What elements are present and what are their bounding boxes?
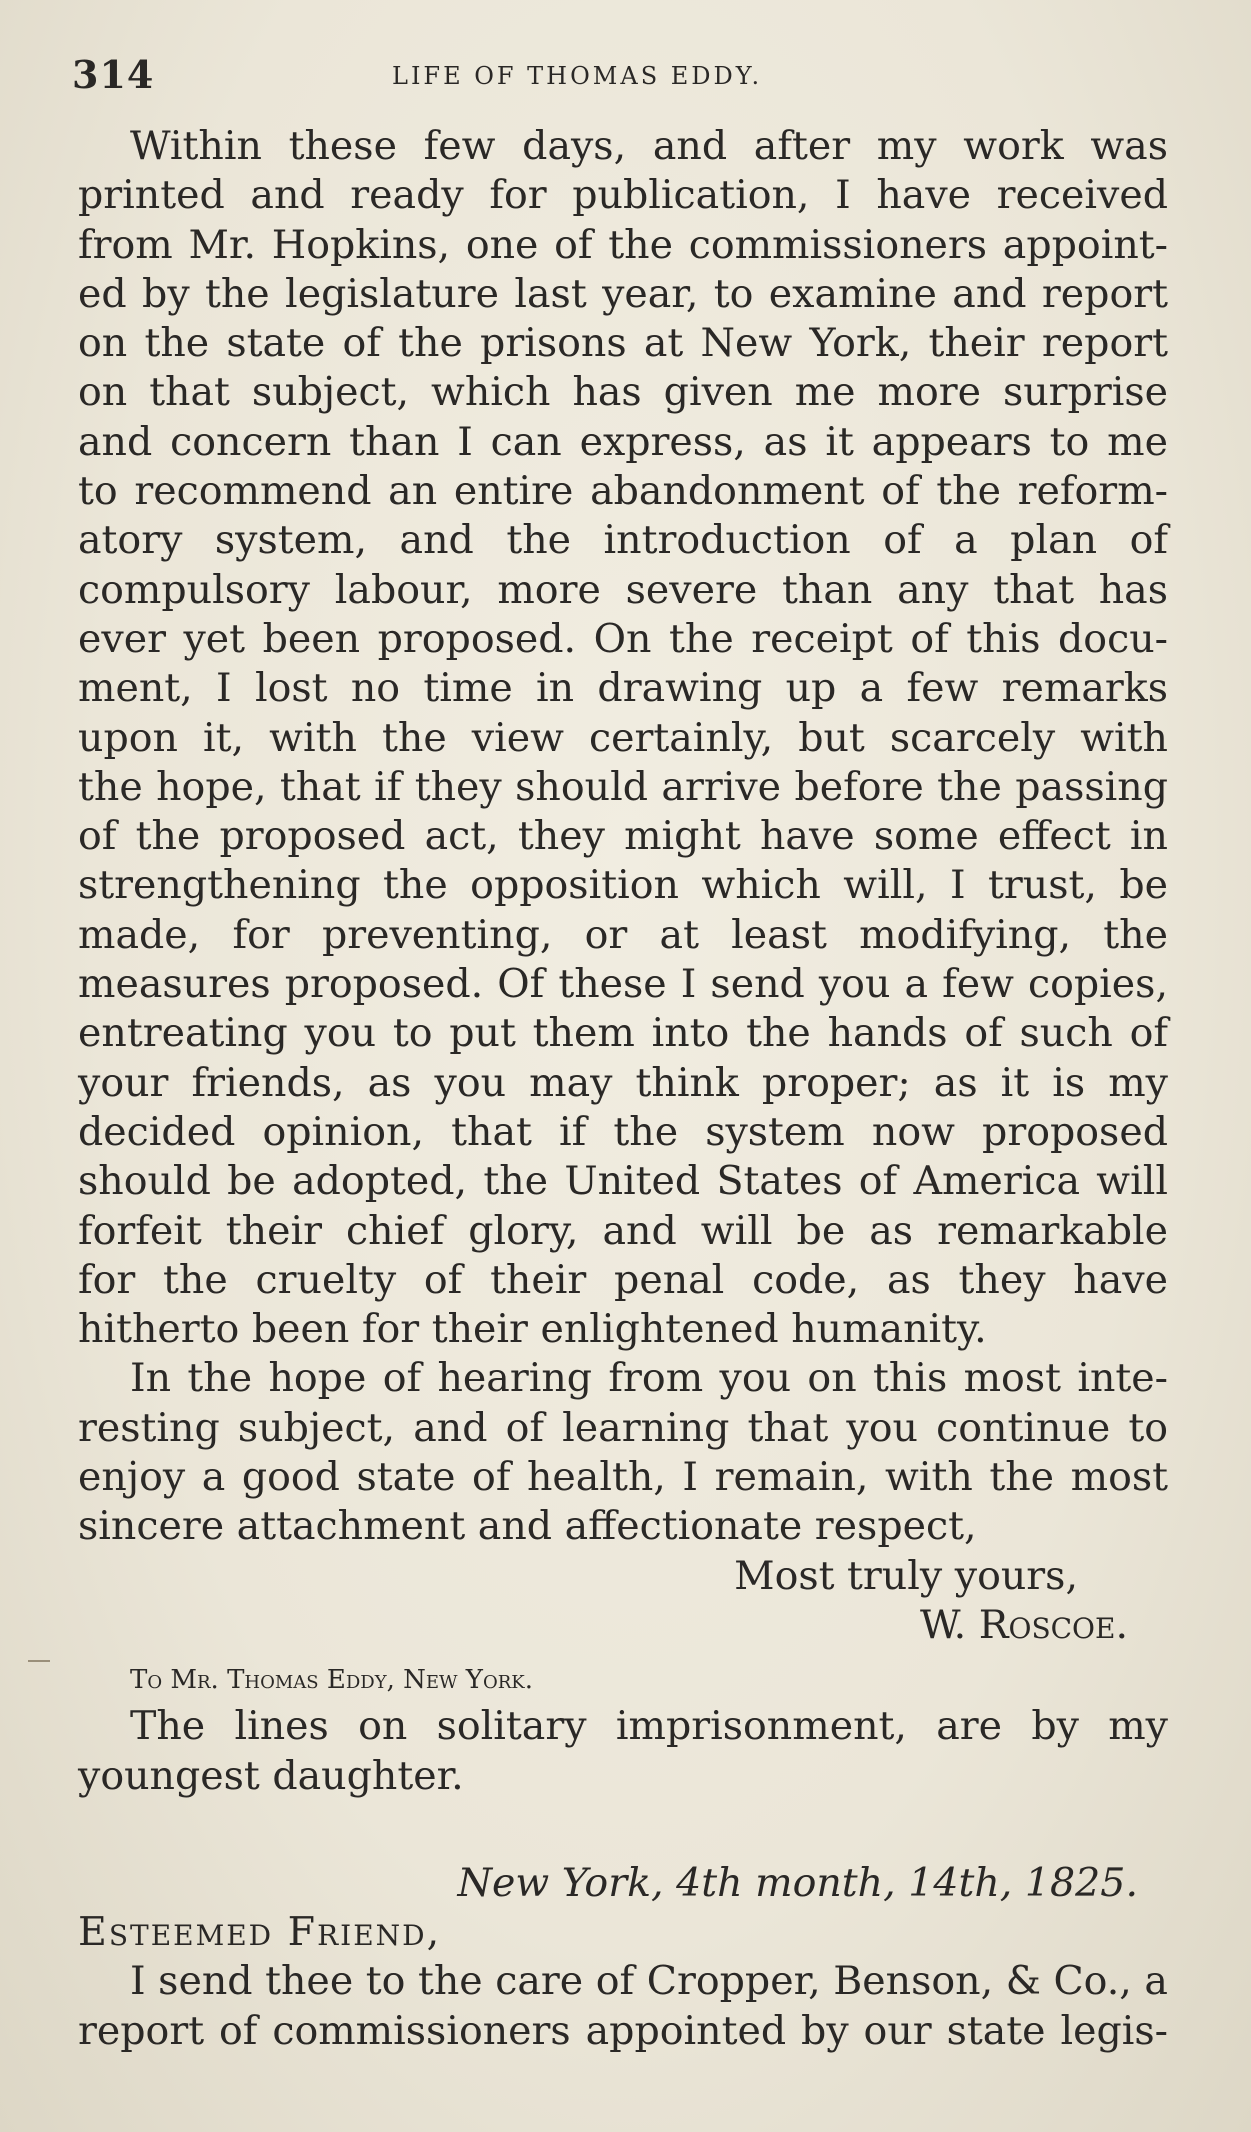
text-line: printed and ready for publication, I have received [78, 172, 1168, 219]
text-line: compulsory labour, more severe than any that has [78, 566, 1168, 613]
text-line: ed by the legislature last year, to examine and report [78, 270, 1168, 317]
text-line: report of commissioners appointed by our state legis- [78, 2007, 1168, 2054]
note-paragraph [78, 1702, 1168, 1801]
text-line: ever yet been proposed. On the receipt of this docu- [78, 615, 1168, 662]
letter-dateline: New York, 4th month, 14th, 1825. [457, 1859, 1138, 1906]
text-line: should be adopted, the United States of America will [78, 1158, 1168, 1205]
text-line: made, for preventing, or at least modifying, the [78, 911, 1168, 958]
text-line: your friends, as you may think proper; as it is my [78, 1059, 1168, 1106]
page-number: 314 [72, 52, 155, 97]
letter-closing: Most truly yours, [734, 1552, 1078, 1599]
text-line: on that subject, which has given me more surprise [78, 369, 1168, 416]
text-line: The lines on solitary imprisonment, are by my [130, 1703, 1168, 1750]
text-line: entreating you to put them into the hands of such of [78, 1010, 1168, 1057]
text-line: Within these few days, and after my work was [130, 123, 1168, 169]
letter-salutation: Esteemed Friend, [78, 1909, 442, 1956]
text-line: upon it, with the view certainly, but scarcely with [78, 714, 1168, 761]
text-line: resting subject, and of learning that you continue to [78, 1404, 1168, 1451]
text-line: youngest daughter. [78, 1752, 464, 1799]
letter1-paragraph2 [78, 1354, 1168, 1551]
text-line: atory system, and the introduction of a plan of [78, 517, 1168, 564]
text-line: of the proposed act, they might have some effect in [78, 813, 1168, 860]
text-line: ment, I lost no time in drawing up a few remarks [78, 665, 1168, 712]
letter2-body [78, 1957, 1168, 2056]
text-line: and concern than I can express, as it appears to me [78, 418, 1168, 465]
letter-signature: W. Roscoe. [919, 1601, 1128, 1648]
text-line: strengthening the opposition which will, I trust, be [78, 862, 1168, 909]
text-line: hitherto been for their enlightened humanity. [78, 1306, 987, 1353]
text-line: from Mr. Hopkins, one of the commissioners appoint- [78, 221, 1168, 268]
letter1-paragraph1 [78, 122, 1168, 1354]
text-line: on the state of the prisons at New York, their report [78, 320, 1168, 367]
text-line: decided opinion, that if the system now proposed [78, 1108, 1168, 1155]
letter-addressee: To Mr. Thomas Eddy, New York. [130, 1665, 533, 1696]
running-title: LIFE OF THOMAS EDDY. [392, 62, 763, 90]
text-line: measures proposed. Of these I send you a few copies, [78, 961, 1168, 1008]
text-line: forfeit their chief glory, and will be as remarkable [78, 1207, 1168, 1254]
text-line: enjoy a good state of health, I remain, with the most [78, 1454, 1168, 1501]
text-line: sincere attachment and affectionate respect, [78, 1503, 977, 1550]
text-line: I send thee to the care of Cropper, Benson, & Co., a [130, 1958, 1168, 2005]
page-body [78, 122, 1168, 2056]
running-head [72, 52, 1162, 102]
text-line: In the hope of hearing from you on this most inte- [130, 1355, 1168, 1402]
text-line: for the cruelty of their penal code, as they have [78, 1256, 1168, 1303]
text-line: the hope, that if they should arrive before the passing [78, 763, 1168, 810]
spacer [78, 1801, 1168, 1859]
text-line: to recommend an entire abandonment of the reform- [78, 468, 1168, 515]
margin-mark [28, 1660, 50, 1662]
